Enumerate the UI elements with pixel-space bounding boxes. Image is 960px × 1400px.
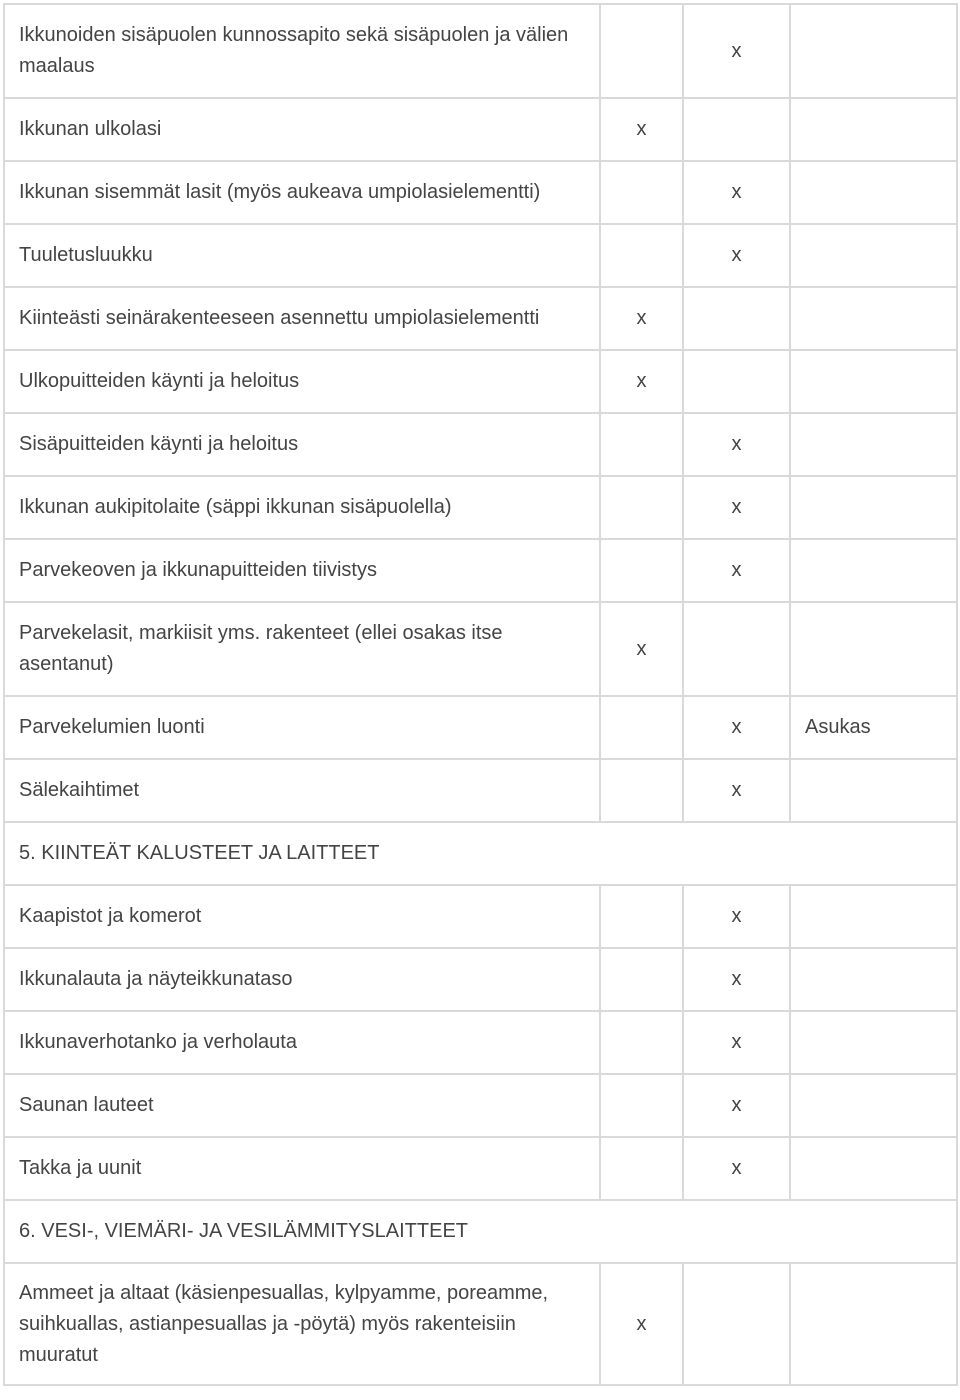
- table-row: [4, 476, 957, 539]
- note-cell: [790, 1263, 957, 1385]
- company-mark: [600, 696, 683, 759]
- shareholder-mark: x: [683, 885, 790, 948]
- company-mark: x: [600, 287, 683, 350]
- note-cell: [790, 759, 957, 822]
- row-label: Parvekeoven ja ikkunapuitteiden tiivistys: [4, 539, 600, 602]
- row-label: Ulkopuitteiden käynti ja heloitus: [4, 350, 600, 413]
- shareholder-mark: [683, 1263, 790, 1385]
- note-cell: [790, 1011, 957, 1074]
- note-cell: [790, 885, 957, 948]
- company-mark: [600, 161, 683, 224]
- table-row: [4, 539, 957, 602]
- row-label: Ammeet ja altaat (käsienpesuallas, kylpyamme, poreamme, suihkuallas, astianpesuallas ja -pöytä) myös rakenteisiin muuratut: [4, 1263, 600, 1385]
- section-heading-row: [4, 822, 957, 885]
- responsibility-table: [3, 3, 958, 1386]
- note-cell: [790, 1074, 957, 1137]
- shareholder-mark: x: [683, 413, 790, 476]
- table-row: [4, 161, 957, 224]
- table-row: [4, 885, 957, 948]
- row-label: Sälekaihtimet: [4, 759, 600, 822]
- note-cell: [790, 161, 957, 224]
- row-label: Ikkunan aukipitolaite (säppi ikkunan sisäpuolella): [4, 476, 600, 539]
- row-label: Takka ja uunit: [4, 1137, 600, 1200]
- company-mark: [600, 476, 683, 539]
- table-row: [4, 948, 957, 1011]
- row-label: Saunan lauteet: [4, 1074, 600, 1137]
- company-mark: [600, 948, 683, 1011]
- note-cell: [790, 602, 957, 696]
- table-row: [4, 1011, 957, 1074]
- row-label: Ikkunalauta ja näyteikkunataso: [4, 948, 600, 1011]
- shareholder-mark: x: [683, 224, 790, 287]
- table-row: [4, 602, 957, 696]
- shareholder-mark: x: [683, 696, 790, 759]
- shareholder-mark: x: [683, 4, 790, 98]
- note-cell: [790, 350, 957, 413]
- table-row: [4, 350, 957, 413]
- shareholder-mark: x: [683, 161, 790, 224]
- row-label: Ikkunoiden sisäpuolen kunnossapito sekä sisäpuolen ja välien maalaus: [4, 4, 600, 98]
- section-heading: 6. VESI-, VIEMÄRI- JA VESILÄMMITYSLAITTEET: [4, 1200, 957, 1263]
- shareholder-mark: [683, 287, 790, 350]
- table-row: [4, 224, 957, 287]
- company-mark: [600, 413, 683, 476]
- shareholder-mark: [683, 602, 790, 696]
- table-row: [4, 287, 957, 350]
- company-mark: [600, 1137, 683, 1200]
- row-label: Ikkunaverhotanko ja verholauta: [4, 1011, 600, 1074]
- table-row: [4, 1074, 957, 1137]
- company-mark: [600, 885, 683, 948]
- row-label: Parvekelasit, markiisit yms. rakenteet (ellei osakas itse asentanut): [4, 602, 600, 696]
- table-row: [4, 1137, 957, 1200]
- row-label: Kaapistot ja komerot: [4, 885, 600, 948]
- shareholder-mark: [683, 350, 790, 413]
- shareholder-mark: x: [683, 759, 790, 822]
- shareholder-mark: x: [683, 1074, 790, 1137]
- note-cell: [790, 539, 957, 602]
- note-cell: [790, 287, 957, 350]
- note-cell: [790, 476, 957, 539]
- section-heading: 5. KIINTEÄT KALUSTEET JA LAITTEET: [4, 822, 957, 885]
- table-row: [4, 1263, 957, 1385]
- row-label: Tuuletusluukku: [4, 224, 600, 287]
- note-cell: [790, 948, 957, 1011]
- shareholder-mark: x: [683, 1011, 790, 1074]
- shareholder-mark: [683, 98, 790, 161]
- table-row: [4, 4, 957, 98]
- row-label: Parvekelumien luonti: [4, 696, 600, 759]
- company-mark: [600, 224, 683, 287]
- company-mark: [600, 4, 683, 98]
- company-mark: x: [600, 350, 683, 413]
- shareholder-mark: x: [683, 476, 790, 539]
- note-cell: Asukas: [790, 696, 957, 759]
- shareholder-mark: x: [683, 1137, 790, 1200]
- company-mark: x: [600, 602, 683, 696]
- row-label: Ikkunan sisemmät lasit (myös aukeava umpiolasielementti): [4, 161, 600, 224]
- shareholder-mark: x: [683, 539, 790, 602]
- company-mark: [600, 1011, 683, 1074]
- note-cell: [790, 4, 957, 98]
- row-label: Kiinteästi seinärakenteeseen asennettu umpiolasielementti: [4, 287, 600, 350]
- table-row: [4, 696, 957, 759]
- note-cell: [790, 1137, 957, 1200]
- note-cell: [790, 413, 957, 476]
- company-mark: x: [600, 1263, 683, 1385]
- table-row: [4, 98, 957, 161]
- company-mark: [600, 539, 683, 602]
- shareholder-mark: x: [683, 948, 790, 1011]
- table-row: [4, 413, 957, 476]
- note-cell: [790, 224, 957, 287]
- row-label: Sisäpuitteiden käynti ja heloitus: [4, 413, 600, 476]
- note-cell: [790, 98, 957, 161]
- company-mark: [600, 759, 683, 822]
- row-label: Ikkunan ulkolasi: [4, 98, 600, 161]
- table-row: [4, 759, 957, 822]
- company-mark: x: [600, 98, 683, 161]
- section-heading-row: [4, 1200, 957, 1263]
- company-mark: [600, 1074, 683, 1137]
